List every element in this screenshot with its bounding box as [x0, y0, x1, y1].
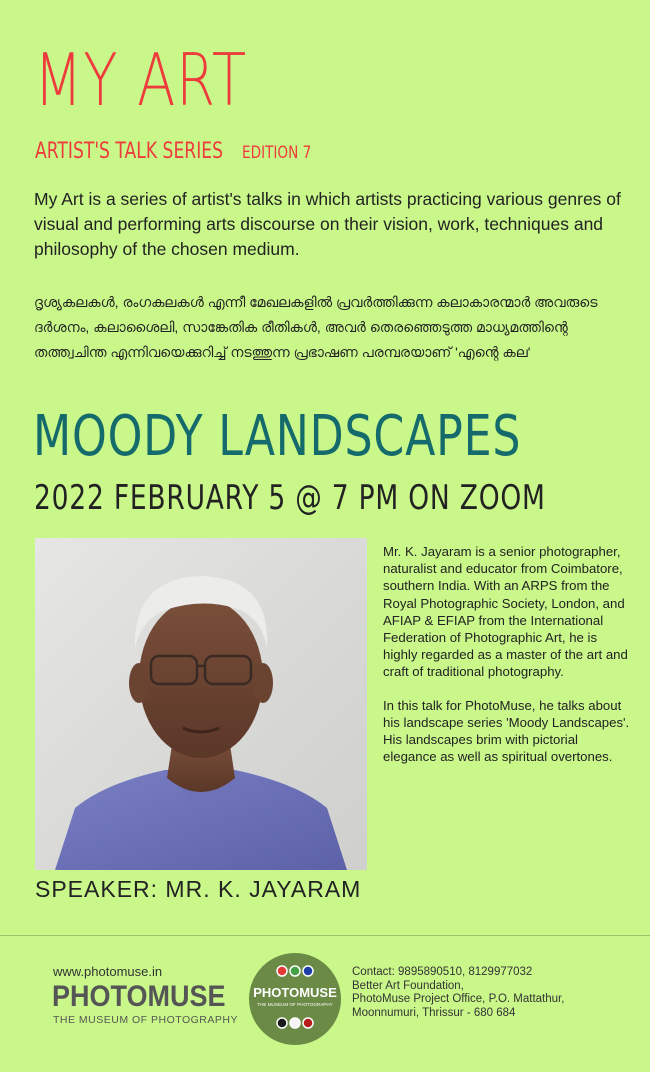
speaker-label: SPEAKER: MR. K. JAYARAM: [35, 876, 362, 902]
speaker-photo: [35, 538, 367, 870]
footer-divider: [0, 935, 650, 936]
intro-text: My Art is a series of artist's talks in which artists practicing various genres of visual and performing arts discourse on their vision, work, techniques and philosophy of the chosen medium.: [34, 189, 621, 259]
speaker-portrait-image: [35, 538, 367, 870]
series-line: [35, 139, 312, 164]
contact-block: [352, 966, 622, 1020]
contact-org: Better Art Foundation,: [352, 979, 464, 992]
brand-name: PHOTOMUSE: [52, 980, 226, 1013]
logo-brand: PHOTOMUSE: [253, 985, 337, 1000]
speaker-bio-paragraph-2: In this talk for PhotoMuse, he talks about his landscape series 'Moody Landscapes'. His landscapes brim with pictorial elegance as well as spiritual overtones.: [383, 697, 630, 765]
page-title: MY ART: [34, 38, 247, 122]
contact-address-1: PhotoMuse Project Office, P.O. Mattathur,: [352, 993, 565, 1005]
contact-phone: Contact: 9895890510, 8129977032: [352, 966, 533, 978]
series-title: ARTIST'S TALK SERIES: [35, 139, 224, 164]
intro-malayalam: ദൃശ്യകലകൾ, രംഗകലകൾ എന്നീ മേഖലകളിൽ പ്രവർത്തിക്കുന്ന കലാകാരന്മാർ അവരുടെ ദർശനം, കലാശൈലി, സാങ്കേതിക രീതികൾ, അവർ തെരഞ്ഞെടുത്ത മാധ്യമത്തിന്റെ തത്ത്വചിന്ത എന്നിവയെക്കുറിച്ച് നടത്തുന്ന പ്രഭാഷണ പരമ്പരയാണ് 'എന്റെ കല': [34, 294, 598, 360]
event-date: 2022 FEBRUARY 5 @ 7 PM ON ZOOM: [34, 478, 546, 518]
website-url[interactable]: www.photomuse.in: [53, 964, 163, 979]
brand-tagline: THE MUSEUM OF PHOTOGRAPHY: [53, 1014, 238, 1026]
speaker-bio: [383, 543, 633, 781]
photomuse-logo: [249, 953, 341, 1045]
photomuse-logo-icon: [249, 953, 341, 1045]
contact-address-2: Moonnumuri, Thrissur - 680 684: [352, 1006, 516, 1019]
speaker-bio-paragraph-1: Mr. K. Jayaram is a senior photographer, naturalist and educator from Coimbatore, southern India. With an ARPS from the Royal Photographic Society, London, and AFIAP & EFIAP from the International Federation of Photographic Art, he is highly regarded as a master of the art and craft of traditional photography.: [383, 544, 628, 680]
edition-label: EDITION 7: [242, 143, 312, 163]
event-title: MOODY LANDSCAPES: [33, 404, 522, 469]
logo-tagline: THE MUSEUM OF PHOTOGRAPHY: [257, 1002, 333, 1007]
